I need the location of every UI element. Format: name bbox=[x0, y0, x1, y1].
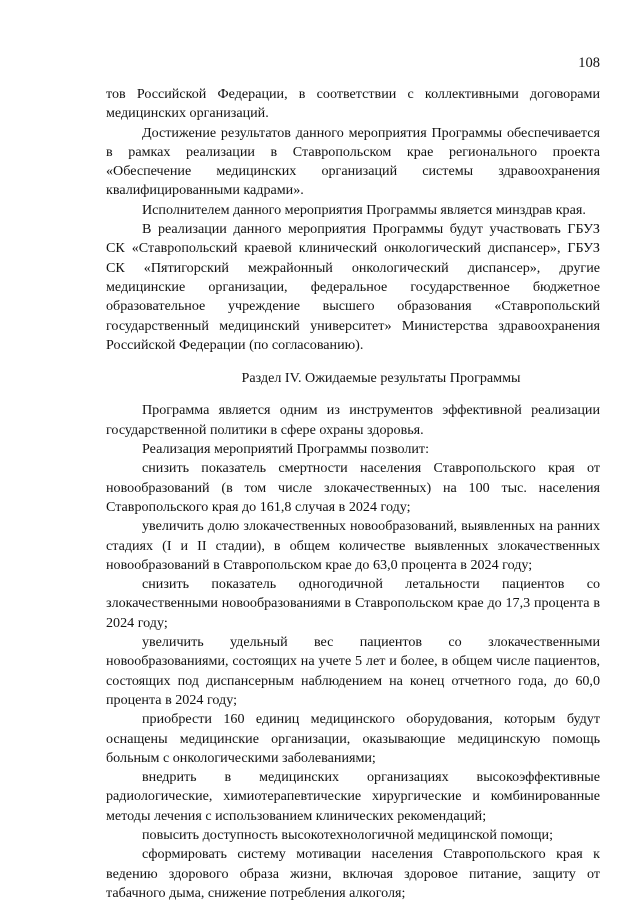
paragraph: Реализация мероприятий Программы позволит: bbox=[142, 441, 430, 458]
paragraph: тов Российской Федерации, в соответствии с коллективными договорами медицинских организаций. bbox=[106, 86, 600, 122]
list-item: снизить показатель одногодичной летальности пациентов со злокачественными новообразованиями в Ставропольском крае до 17,3 процента в 2024 году; bbox=[106, 576, 600, 631]
list-item: приобрести 160 единиц медицинского оборудования, которым будут оснащены медицинские организации, оказывающие медицинскую помощь больным с онкологическими заболеваниями; bbox=[106, 711, 600, 766]
list-item: повысить доступность высокотехнологичной медицинской помощи; bbox=[142, 826, 553, 843]
list-item: снизить показатель смертности населения Ставропольского края от новообразований (в том числе злокачественных) на 100 тыс. населения Ставропольского края до 161,8 случая в 2024 году; bbox=[106, 460, 600, 515]
paragraph: Достижение результатов данного мероприятия Программы обеспечивается в рамках реализации в Ставропольском крае регионального проекта «Обеспечение медицинских организаций системы здравоохранения квалифицированными кадрами». bbox=[106, 124, 600, 199]
document-body bbox=[106, 85, 600, 903]
list-item: внедрить в медицинских организациях высокоэффективные радиологические, химиотерапевтические хирургические и комбинированные методы лечения с использованием клинических рекомендаций; bbox=[106, 769, 600, 824]
section-title: Раздел IV. Ожидаемые результаты Программы bbox=[241, 370, 521, 387]
paragraph: Программа является одним из инструментов эффективной реализации государственной политики в сфере охраны здоровья. bbox=[106, 402, 600, 438]
page-number: 108 bbox=[578, 55, 600, 71]
paragraph: Исполнителем данного мероприятия Программы является минздрав края. bbox=[142, 201, 586, 218]
paragraph: В реализации данного мероприятия Программы будут участвовать ГБУЗ СК «Ставропольский краевой клинический онкологический диспансер», ГБУЗ СК «Пятигорский межрайонный онкологический диспансер», другие медицинские организации, федеральное государственное бюджетное образовательное учреждение высшего образования «Ставропольский государственный медицинский университет» Министерства здравоохранения Российской Федерации (по согласованию). bbox=[106, 221, 600, 353]
list-item: увеличить долю злокачественных новообразований, выявленных на ранних стадиях (I и II стадии), в общем количестве выявленных злокачественных новообразований в Ставропольском крае до 63,0 процента в 2024 году; bbox=[106, 518, 600, 573]
list-item: увеличить удельный вес пациентов со злокачественными новообразованиями, состоящих на учете 5 лет и более, в общем числе пациентов, состоящих под диспансерным наблюдением на конец отчетного года, до 60,0 процента в 2024 году; bbox=[106, 634, 600, 708]
list-item: сформировать систему мотивации населения Ставропольского края к ведению здорового образа жизни, включая здоровое питание, защиту от табачного дыма, снижение потребления алкоголя; bbox=[106, 846, 600, 901]
